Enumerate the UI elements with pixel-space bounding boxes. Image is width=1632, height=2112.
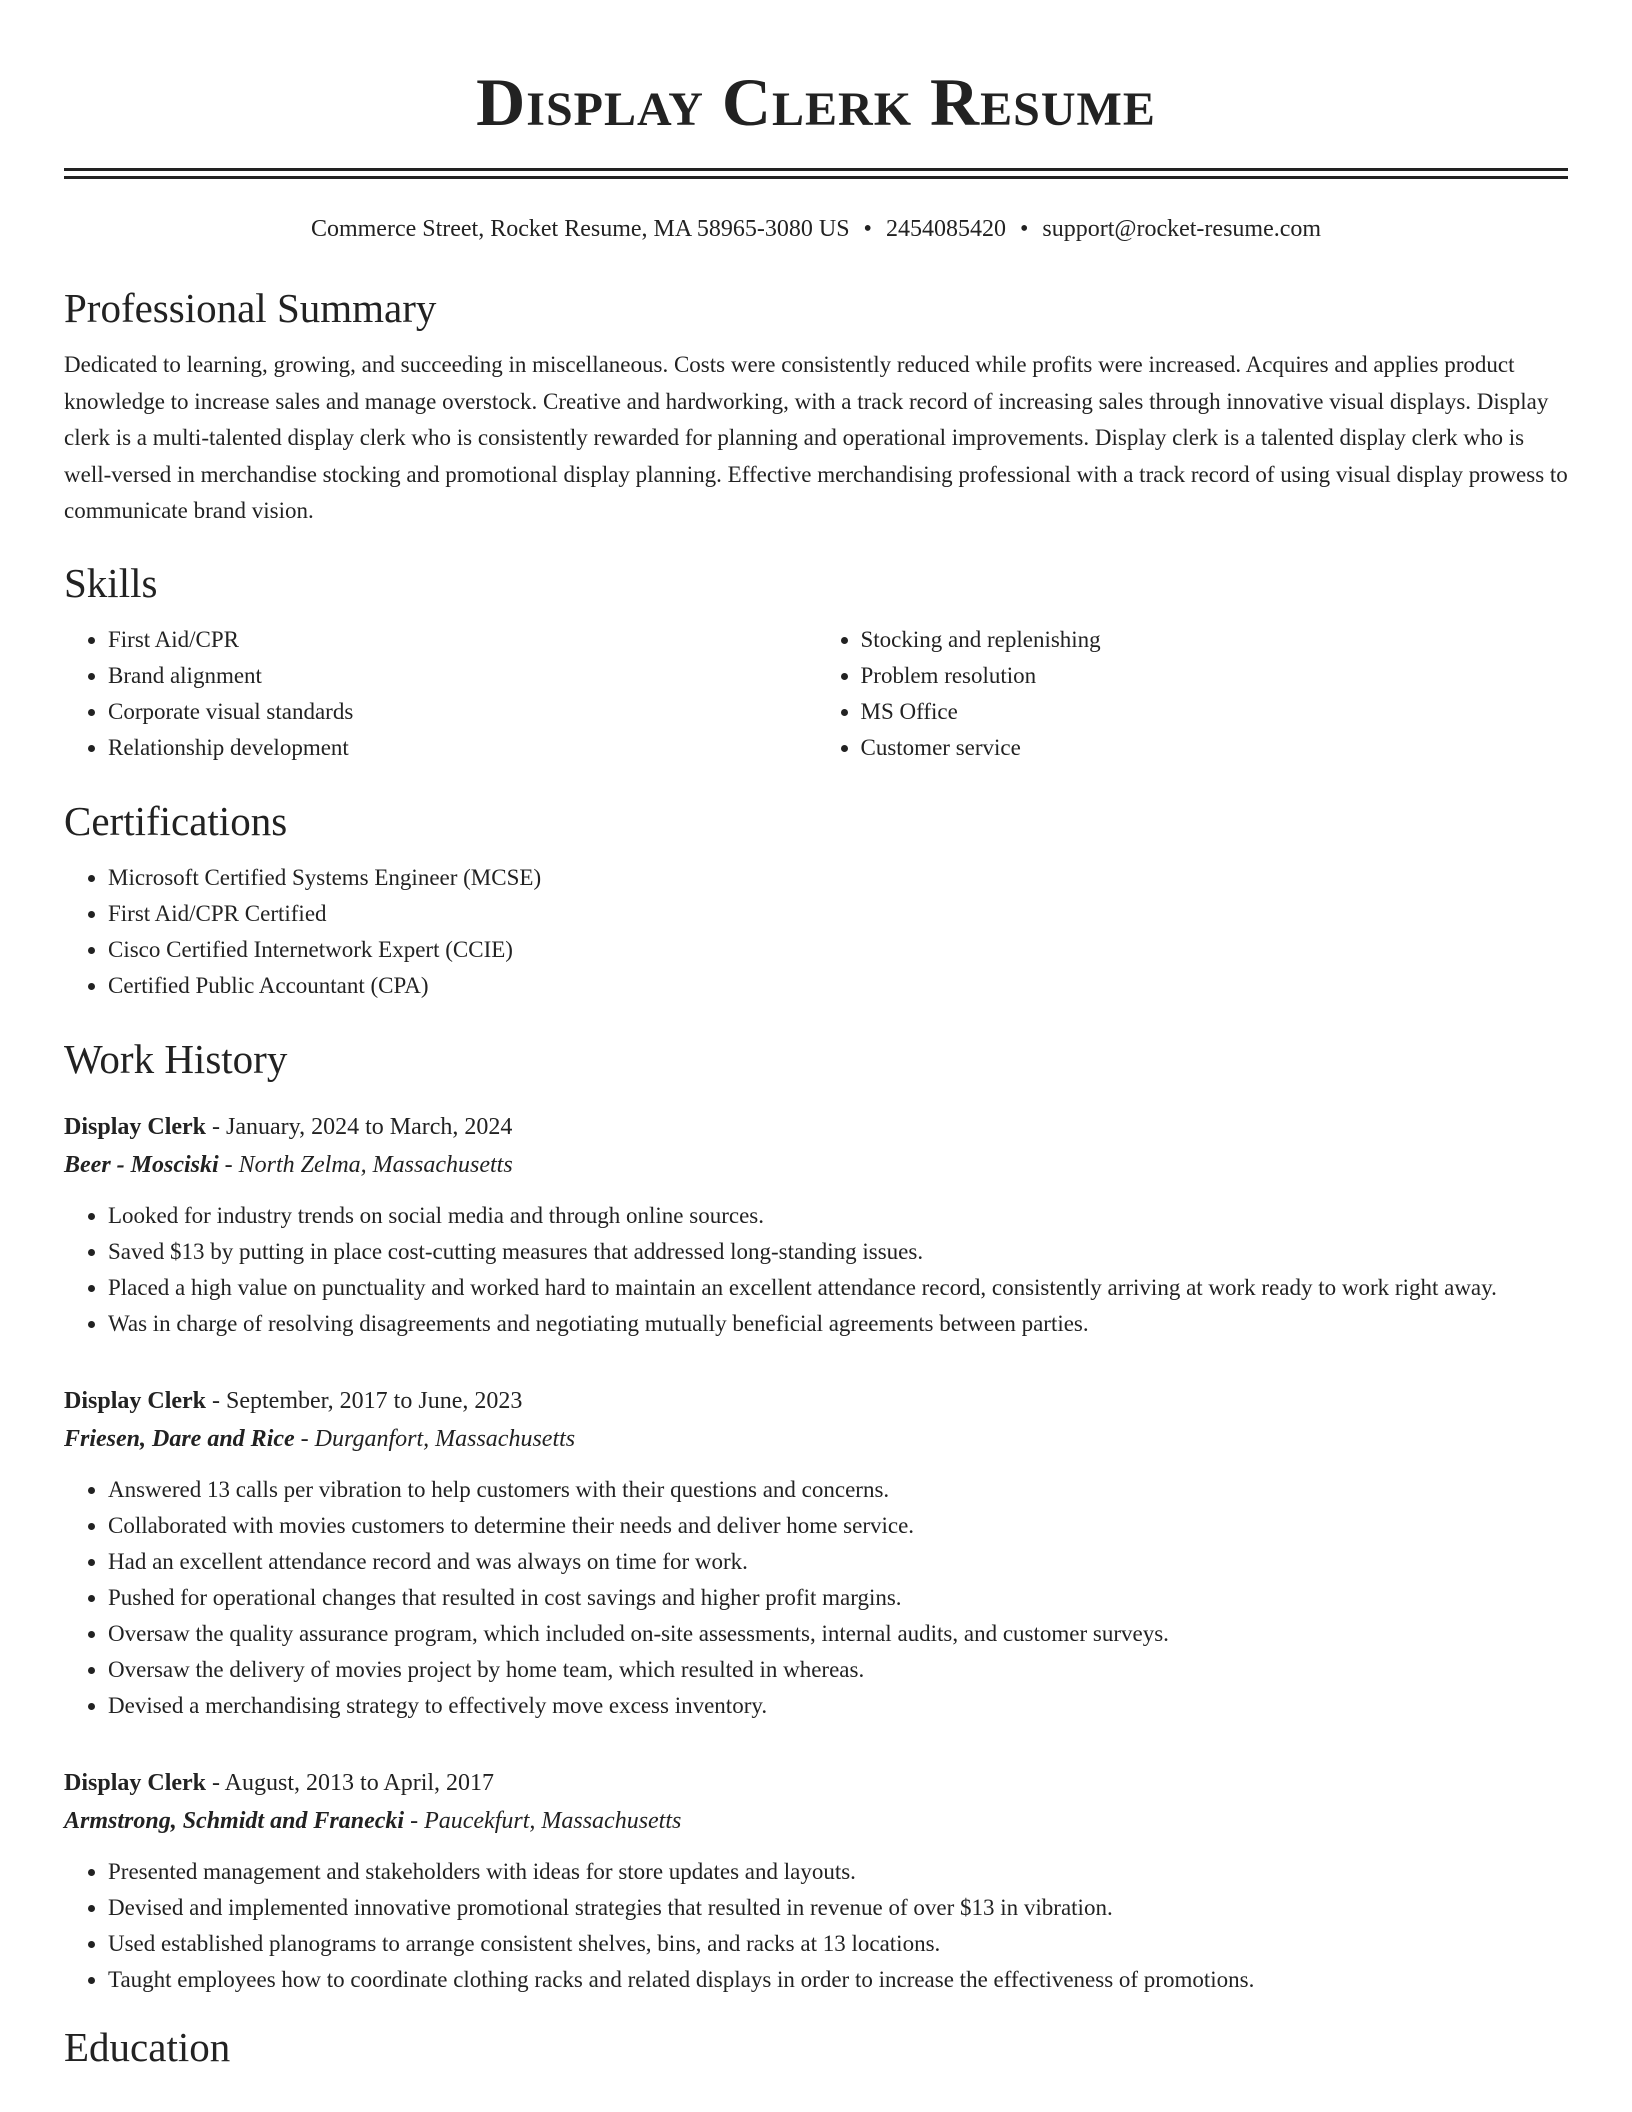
- job-bullet: • Collaborated with movies customers to determine their needs and deliver home service.: [108, 1508, 1568, 1544]
- education-heading: Education: [64, 2023, 231, 2070]
- job-dates: - August, 2013 to April, 2017: [206, 1769, 495, 1796]
- summary-heading: Professional Summary: [64, 285, 437, 331]
- certification-item: • Certified Public Accountant (CPA): [108, 968, 1568, 1004]
- work-history-heading: Work History: [64, 1035, 288, 1082]
- certifications-list: [64, 860, 1568, 1004]
- resume-title: Display Clerk Resume: [476, 64, 1156, 140]
- job-role: Display Clerk: [64, 1769, 207, 1796]
- title-double-rule: [64, 168, 1568, 179]
- job-role: Display Clerk: [64, 1113, 207, 1140]
- job-bullet: • Oversaw the quality assurance program, which included on-site assessments, internal audits, and customer surveys.: [108, 1616, 1568, 1652]
- job-company-line: [64, 1146, 1568, 1184]
- skill-item: • Problem resolution: [861, 658, 1569, 694]
- job-company: Beer - Mosciski: [64, 1151, 219, 1178]
- job-location: - Paucekfurt, Massachusetts: [404, 1807, 682, 1834]
- skills-heading: Skills: [64, 559, 158, 606]
- job-company: Friesen, Dare and Rice: [64, 1425, 295, 1452]
- job-bullets: [64, 1198, 1568, 1342]
- skills-columns: [64, 622, 1568, 766]
- certifications-heading: Certifications: [64, 797, 288, 844]
- skill-item: • Relationship development: [108, 730, 816, 766]
- job-title-line: [64, 1764, 1568, 1802]
- job-bullet: • Answered 13 calls per vibration to help customers with their questions and concerns.: [108, 1472, 1568, 1508]
- job-bullet: • Was in charge of resolving disagreements and negotiating mutually beneficial agreements between parties.: [108, 1306, 1568, 1342]
- contact-phone: 2454085420: [885, 216, 1006, 242]
- job-entry: [64, 1382, 1568, 1724]
- certification-item: • Cisco Certified Internetwork Expert (CCIE): [108, 932, 1568, 968]
- job-bullet: • Presented management and stakeholders with ideas for store updates and layouts.: [108, 1854, 1568, 1890]
- job-dates: - January, 2024 to March, 2024: [206, 1113, 513, 1140]
- contact-separator: •: [863, 216, 872, 242]
- summary-text: Dedicated to learning, growing, and succeeding in miscellaneous. Costs were consistently reduced while profits were increased. Acquires and applies product knowledge to increase sales and manage overstock. Creative and hardworking, with a track record of increasing sales through innovative visual displays. Display clerk is a multi-talented display clerk who is consistently rewarded for planning and operational improvements. Display clerk is a talented display clerk who is well-versed in merchandise stocking and promotional display planning. Effective merchandising professional with a track record of using visual display prowess to communicate brand vision.: [64, 352, 1568, 523]
- skill-item: • First Aid/CPR: [108, 622, 816, 658]
- job-company-line: [64, 1420, 1568, 1458]
- job-role: Display Clerk: [64, 1387, 207, 1414]
- certification-item: • Microsoft Certified Systems Engineer (MCSE): [108, 860, 1568, 896]
- skill-item: • Customer service: [861, 730, 1569, 766]
- job-bullet: • Had an excellent attendance record and was always on time for work.: [108, 1544, 1568, 1580]
- job-entry: [64, 1764, 1568, 1998]
- job-bullets: [64, 1854, 1568, 1998]
- job-bullet: • Pushed for operational changes that resulted in cost savings and higher profit margins.: [108, 1580, 1568, 1616]
- skill-item: • Brand alignment: [108, 658, 816, 694]
- job-bullet: • Devised and implemented innovative promotional strategies that resulted in revenue of over $13 in vibration.: [108, 1890, 1568, 1926]
- job-bullet: • Oversaw the delivery of movies project by home team, which resulted in whereas.: [108, 1652, 1568, 1688]
- job-title-line: [64, 1382, 1568, 1420]
- job-entry: [64, 1108, 1568, 1342]
- skills-list-right: [816, 622, 1569, 766]
- skill-item: • MS Office: [861, 694, 1569, 730]
- job-bullet: • Taught employees how to coordinate clothing racks and related displays in order to increase the effectiveness of promotions.: [108, 1962, 1568, 1998]
- job-bullets: [64, 1472, 1568, 1724]
- skill-item: • Stocking and replenishing: [861, 622, 1569, 658]
- job-bullet: • Saved $13 by putting in place cost-cutting measures that addressed long-standing issues.: [108, 1234, 1568, 1270]
- job-bullet: • Devised a merchandising strategy to effectively move excess inventory.: [108, 1688, 1568, 1724]
- job-company: Armstrong, Schmidt and Franecki: [64, 1807, 405, 1834]
- job-bullet: • Placed a high value on punctuality and worked hard to maintain an excellent attendance record, consistently arriving at work ready to work right away.: [108, 1270, 1568, 1306]
- contact-address: Commerce Street, Rocket Resume, MA 58965-3080 US: [310, 216, 850, 242]
- job-title-line: [64, 1108, 1568, 1146]
- job-location: - Durganfort, Massachusetts: [294, 1425, 576, 1452]
- contact-email: support@rocket-resume.com: [1042, 216, 1322, 242]
- contact-line: [64, 213, 1568, 245]
- contact-separator: •: [1019, 216, 1029, 242]
- skills-list-left: [64, 622, 816, 766]
- certification-item: • First Aid/CPR Certified: [108, 896, 1568, 932]
- resume-page: [64, 0, 1568, 2072]
- job-location: - North Zelma, Massachusetts: [218, 1151, 513, 1178]
- job-company-line: [64, 1802, 1568, 1840]
- job-dates: - September, 2017 to June, 2023: [206, 1387, 523, 1414]
- job-bullet: • Looked for industry trends on social media and through online sources.: [108, 1198, 1568, 1234]
- job-bullet: • Used established planograms to arrange consistent shelves, bins, and racks at 13 locations.: [108, 1926, 1568, 1962]
- skill-item: • Corporate visual standards: [108, 694, 816, 730]
